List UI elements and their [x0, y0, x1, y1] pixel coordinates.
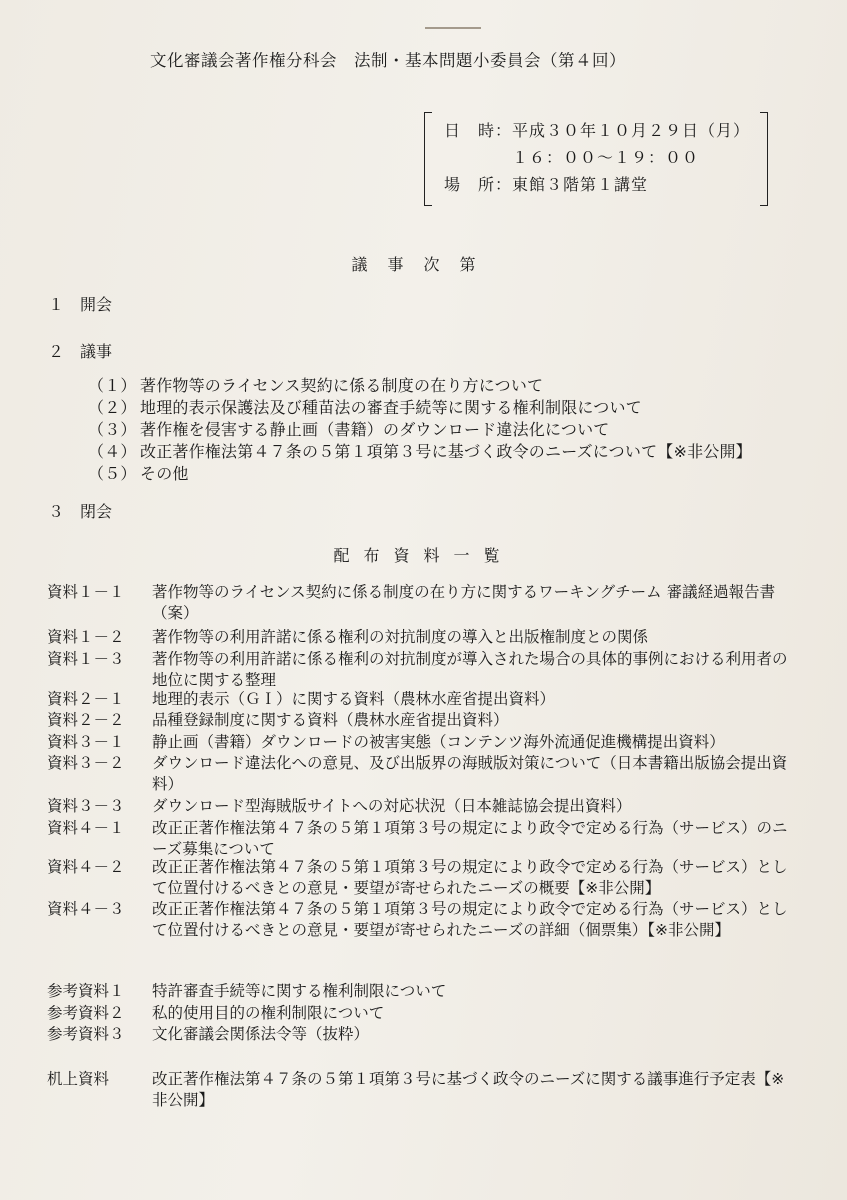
material-text: 品種登録制度に関する資料（農林水産省提出資料）: [152, 711, 509, 729]
document-title: 文化審議会著作権分科会 法制・基本問題小委員会（第４回）: [150, 51, 626, 70]
material-label: 資料１－２: [47, 628, 125, 646]
material-text: 私的使用目的の権利制限について: [152, 1004, 385, 1022]
material-label: 机上資料: [47, 1070, 110, 1088]
material-text: 改正正著作権法第４７条の５第１項第３号の規定により政令で定める行為（サービス）として位置付けるべきとの意見・要望が寄せられたニーズの概要【※非公開】: [152, 858, 788, 897]
meeting-info-box: [424, 112, 764, 204]
material-text: 著作物等の利用許諾に係る権利の対抗制度の導入と出版権制度との関係: [152, 628, 649, 646]
material-label: 参考資料１: [47, 982, 125, 1000]
material-text: ダウンロード違法化への意見、及び出版界の海賊版対策について（日本書籍出版協会提出資料）: [152, 754, 788, 793]
material-text: 改正正著作権法第４７条の５第１項第３号の規定により政令で定める行為（サービス）のニーズ募集について: [152, 819, 788, 858]
materials-heading: 配布資料一覧: [333, 546, 514, 565]
subitem-number: （３）: [88, 420, 137, 439]
material-label: 資料３－２: [47, 754, 125, 772]
meeting-time: １６：００～１９：００: [444, 148, 700, 167]
material-text: 特許審査手続等に関する権利制限について: [152, 982, 447, 1000]
agenda-heading: 議事次第: [351, 255, 496, 274]
subitem-number: （２）: [88, 398, 137, 417]
material-label: 資料４－３: [47, 900, 125, 918]
subitem-text: 著作権を侵害する静止画（書籍）のダウンロード違法化について: [140, 420, 610, 439]
material-label: 資料２－１: [47, 690, 125, 708]
agenda-item-label: 閉会: [80, 502, 113, 521]
agenda-item-number: ２: [48, 342, 65, 361]
agenda-subitem: [88, 395, 642, 418]
agenda-item-label: 開会: [80, 295, 113, 314]
agenda-subitem: [88, 439, 752, 462]
agenda-subitem: [88, 373, 543, 396]
subitem-number: （５）: [88, 464, 137, 483]
material-text: 改正正著作権法第４７条の５第１項第３号の規定により政令で定める行為（サービス）として位置付けるべきとの意見・要望が寄せられたニーズの詳細（個票集）【※非公開】: [152, 900, 788, 939]
material-text: 著作物等の利用許諾に係る権利の対抗制度が導入された場合の具体的事例における利用者の地位に関する整理: [152, 650, 788, 689]
agenda-item-number: ３: [48, 502, 65, 521]
material-label: 資料３－３: [47, 797, 125, 815]
material-text: ダウンロード型海賊版サイトへの対応状況（日本雑誌協会提出資料）: [152, 797, 632, 815]
material-label: 資料１－３: [47, 650, 125, 668]
agenda-item-proceedings: [48, 339, 112, 362]
agenda-subitem: [88, 461, 189, 484]
subitem-number: （１）: [88, 376, 137, 395]
material-text: 地理的表示（ＧＩ）に関する資料（農林水産省提出資料）: [152, 690, 556, 708]
material-label: 資料３－１: [47, 733, 125, 751]
agenda-item-open: [48, 292, 112, 315]
material-text: 文化審議会関係法令等（抜粋）: [152, 1025, 370, 1043]
subitem-text: 改正著作権法第４７条の５第１項第３号に基づく政令のニーズについて【※非公開】: [140, 442, 752, 461]
material-text: 著作物等のライセンス契約に係る制度の在り方に関するワーキングチーム 審議経過報告書（案）: [152, 583, 776, 622]
meeting-place: 場 所：東館３階第１講堂: [444, 175, 649, 194]
subitem-text: 著作物等のライセンス契約に係る制度の在り方について: [140, 376, 544, 395]
material-label: 資料２－２: [47, 711, 125, 729]
material-label: 参考資料２: [47, 1004, 125, 1022]
material-text: 静止画（書籍）ダウンロードの被害実態（コンテンツ海外流通促進機構提出資料）: [152, 733, 725, 751]
left-bracket: [424, 112, 432, 206]
material-label: 資料１－１: [47, 583, 125, 601]
subitem-text: 地理的表示保護法及び種苗法の審査手続等に関する権利制限について: [140, 398, 642, 417]
subitem-number: （４）: [88, 442, 137, 461]
material-label: 資料４－１: [47, 819, 125, 837]
meeting-date: 日 時：平成３０年１０月２９日（月）: [444, 121, 751, 140]
material-text: 改正著作権法第４７条の５第１項第３号に基づく政令のニーズに関する議事進行予定表【※非公開】: [152, 1070, 785, 1109]
agenda-item-label: 議事: [80, 342, 113, 361]
agenda-subitem: [88, 417, 609, 440]
right-bracket: [760, 112, 768, 206]
material-label: 参考資料３: [47, 1025, 125, 1043]
agenda-item-number: １: [48, 295, 65, 314]
staple-mark: [425, 27, 481, 29]
material-label: 資料４－２: [47, 858, 125, 876]
subitem-text: その他: [140, 464, 189, 483]
agenda-item-close: [48, 499, 112, 522]
